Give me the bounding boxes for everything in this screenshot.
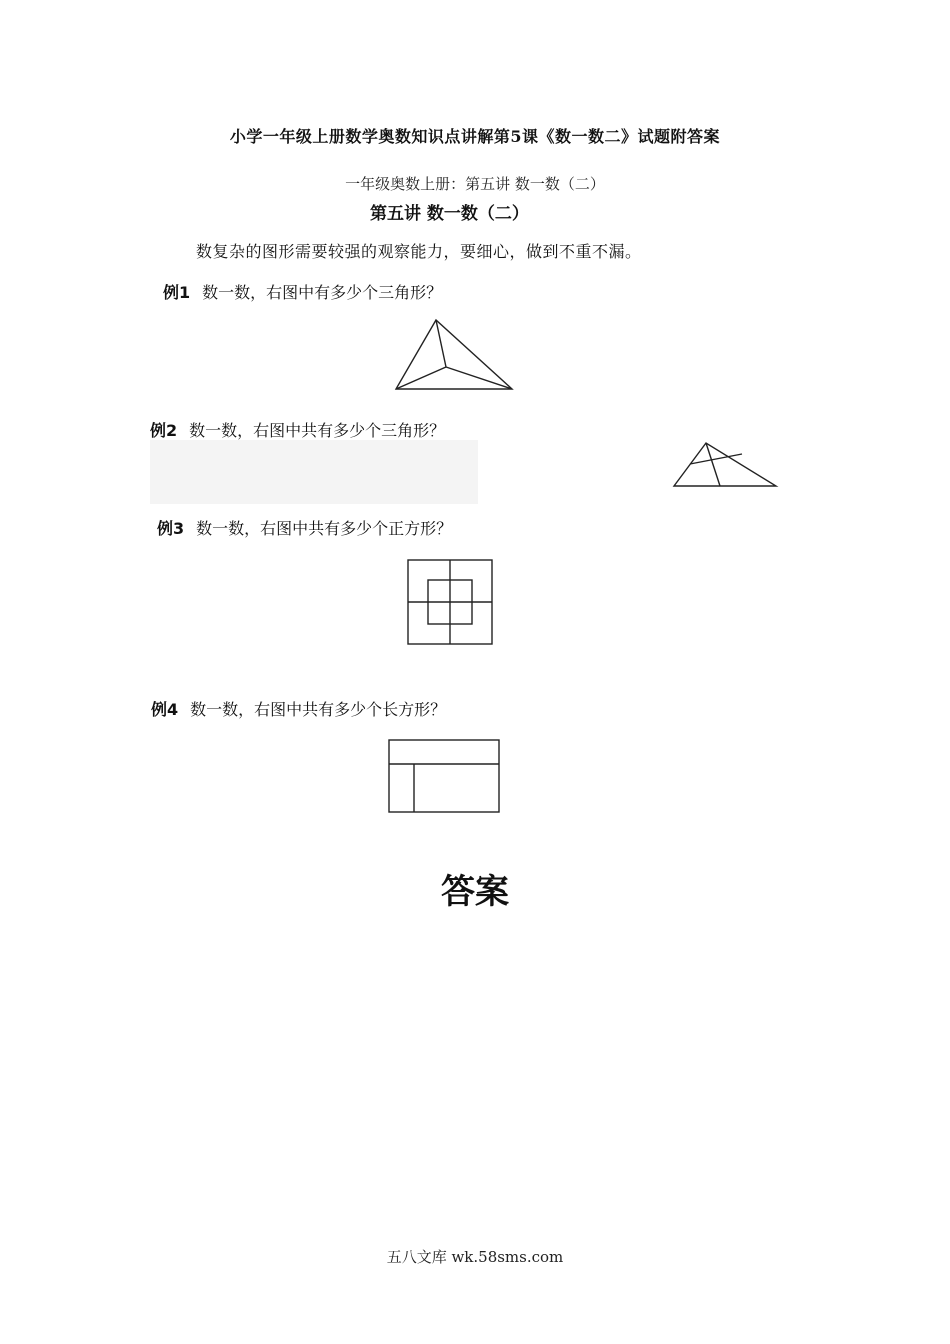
page-footer: 五八文库 wk.58sms.com	[386, 1248, 564, 1266]
scan-background-band	[150, 440, 478, 504]
example-question: 数一数，右图中共有多少个正方形？	[196, 519, 453, 538]
example-1	[163, 280, 442, 303]
example-question: 数一数，右图中共有多少个三角形？	[189, 421, 446, 440]
nested-squares-figure	[404, 556, 496, 648]
outer-rectangle	[389, 740, 499, 812]
cevian-b	[690, 454, 742, 464]
example-label: 例1	[163, 283, 191, 302]
triangle-with-inner-point-figure	[390, 315, 520, 395]
example-2	[150, 418, 445, 441]
lesson-heading: 第五讲 数一数（二）	[370, 204, 529, 224]
inner-segment-c	[446, 367, 512, 389]
triangle-with-cevians-figure	[668, 440, 780, 490]
document-subtitle: 一年级奥数上册：第五讲 数一数（二）	[345, 175, 605, 193]
example-4	[151, 697, 446, 720]
inner-segment-b	[396, 367, 446, 389]
divided-rectangle-figure	[385, 736, 505, 816]
document-title: 小学一年级上册数学奥数知识点讲解第5课《数一数二》试题附答案	[229, 127, 721, 146]
example-question: 数一数，右图中共有多少个长方形？	[190, 700, 447, 719]
outer-triangle	[396, 320, 512, 389]
example-label: 例4	[151, 700, 179, 719]
example-label: 例2	[150, 421, 178, 440]
answer-heading: 答案	[441, 872, 509, 912]
example-question: 数一数，右图中有多少个三角形？	[202, 283, 443, 302]
intro-text: 数复杂的图形需要较强的观察能力，要细心，做到不重不漏。	[196, 242, 642, 261]
example-3	[157, 516, 452, 539]
outer-triangle	[674, 443, 776, 486]
cevian-a	[706, 443, 720, 486]
example-label: 例3	[157, 519, 185, 538]
